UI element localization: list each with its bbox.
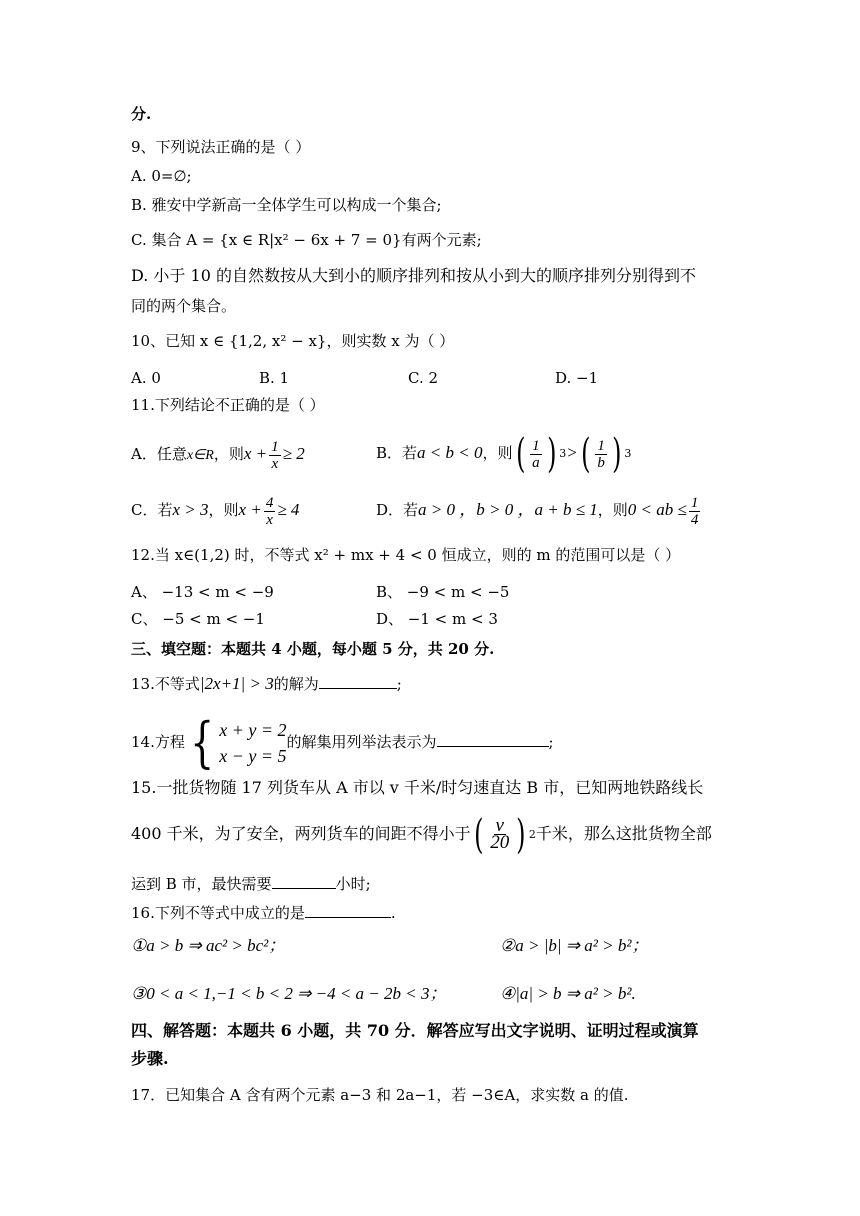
section-4-heading-line1: 四、解答题：本题共 6 小题，共 70 分．解答应写出文字说明、证明过程或演算 xyxy=(131,1021,699,1040)
q10-option-a: A. 0 xyxy=(131,369,161,387)
q10-stem: 10、已知 x ∈ {1,2, x² − x}，则实数 x 为（ ） xyxy=(131,332,455,350)
q16-item-3: ③0 < a < 1,−1 < b < 2 ⇒ −4 < a − 2b < 3； xyxy=(131,984,447,1003)
q17: 17．已知集合 A 含有两个元素 a−3 和 2a−1，若 −3∈A，求实数 a 的值. xyxy=(131,1086,629,1104)
q15-line1: 15.一批货物随 17 列货车从 A 市以 v 千米/时匀速直达 B 市，已知两地铁路线长 xyxy=(131,778,704,797)
q15-answer-blank xyxy=(272,874,336,889)
q15-line3: 运到 B 市，最快需要 小时; xyxy=(131,875,371,893)
q15-line2: 400 千米，为了安全，两列货车的间距不得小于 ( $\frac{v}{20}$ ) 2 千米，那么这批货物全部 xyxy=(131,811,712,858)
line-fen: 分. xyxy=(131,105,152,123)
q11-option-d: D．若a > 0 ，b > 0 ，a + b ≤ 1，则0 < ab ≤ $\frac{1}{4}$ xyxy=(376,494,699,528)
q10-option-d: D. −1 xyxy=(555,369,599,387)
q9-stem: 9、下列说法正确的是（ ） xyxy=(131,138,311,156)
q12-stem: 12.当 x∈(1,2) 时，不等式 x² + mx + 4 < 0 恒成立，则的 m 的范围可以是（ ） xyxy=(131,546,681,564)
q11-option-a: A．任意x∈R，则x + $\frac{1}{x}$ ≥ 2 xyxy=(131,438,305,472)
q11-option-b: B．若a < b < 0，则 ( $\frac{1}{a}$ ) 3 > ( $\frac{1}{b}$ ) 3 xyxy=(376,431,632,477)
q12-option-d: D、 −1 < m < 3 xyxy=(376,610,498,628)
q16-answer-blank xyxy=(305,903,391,918)
q11-option-c: C．若x > 3，则x + $\frac{4}{x}$ ≥ 4 xyxy=(131,494,300,528)
q13: 13.不等式|2x+1| > 3的解为 ; xyxy=(131,674,402,693)
q12-option-c: C、 −5 < m < −1 xyxy=(131,610,265,628)
q9-option-d-line1: D. 小于 10 的自然数按从大到小的顺序排列和按从小到大的顺序排列分别得到不 xyxy=(131,266,696,285)
q9-option-c: C. 集合 A = {x ∈ R|x² − 6x + 7 = 0}有两个元素; xyxy=(131,231,482,249)
q9-option-d-line2: 同的两个集合。 xyxy=(131,297,237,315)
q16-item-4: ④|a| > b ⇒ a² > b². xyxy=(500,984,636,1003)
q11-stem: 11.下列结论不正确的是（ ） xyxy=(131,396,325,414)
q10-option-b: B. 1 xyxy=(259,369,290,387)
q16-stem: 16.下列不等式中成立的是 . xyxy=(131,904,396,922)
q16-item-1: ①a > b ⇒ ac² > bc²； xyxy=(131,936,286,955)
q13-answer-blank xyxy=(319,674,397,689)
q9-option-a: A. 0=∅; xyxy=(131,167,192,185)
q12-option-a: A、 −13 < m < −9 xyxy=(131,583,274,601)
q9-option-b: B. 雅安中学新高一全体学生可以构成一个集合; xyxy=(131,196,442,214)
q16-item-2: ②a > |b| ⇒ a² > b²； xyxy=(500,936,649,955)
q14-answer-blank xyxy=(437,732,549,747)
q14: 14.方程{ x + y = 2 x − y = 5 的解集用列举法表示为 ; xyxy=(131,711,554,774)
section-3-heading: 三、填空题：本题共 4 小题，每小题 5 分，共 20 分. xyxy=(131,640,495,658)
q10-option-c: C. 2 xyxy=(408,369,439,387)
section-4-heading-line2: 步骤. xyxy=(131,1049,169,1068)
q12-option-b: B、 −9 < m < −5 xyxy=(376,583,510,601)
